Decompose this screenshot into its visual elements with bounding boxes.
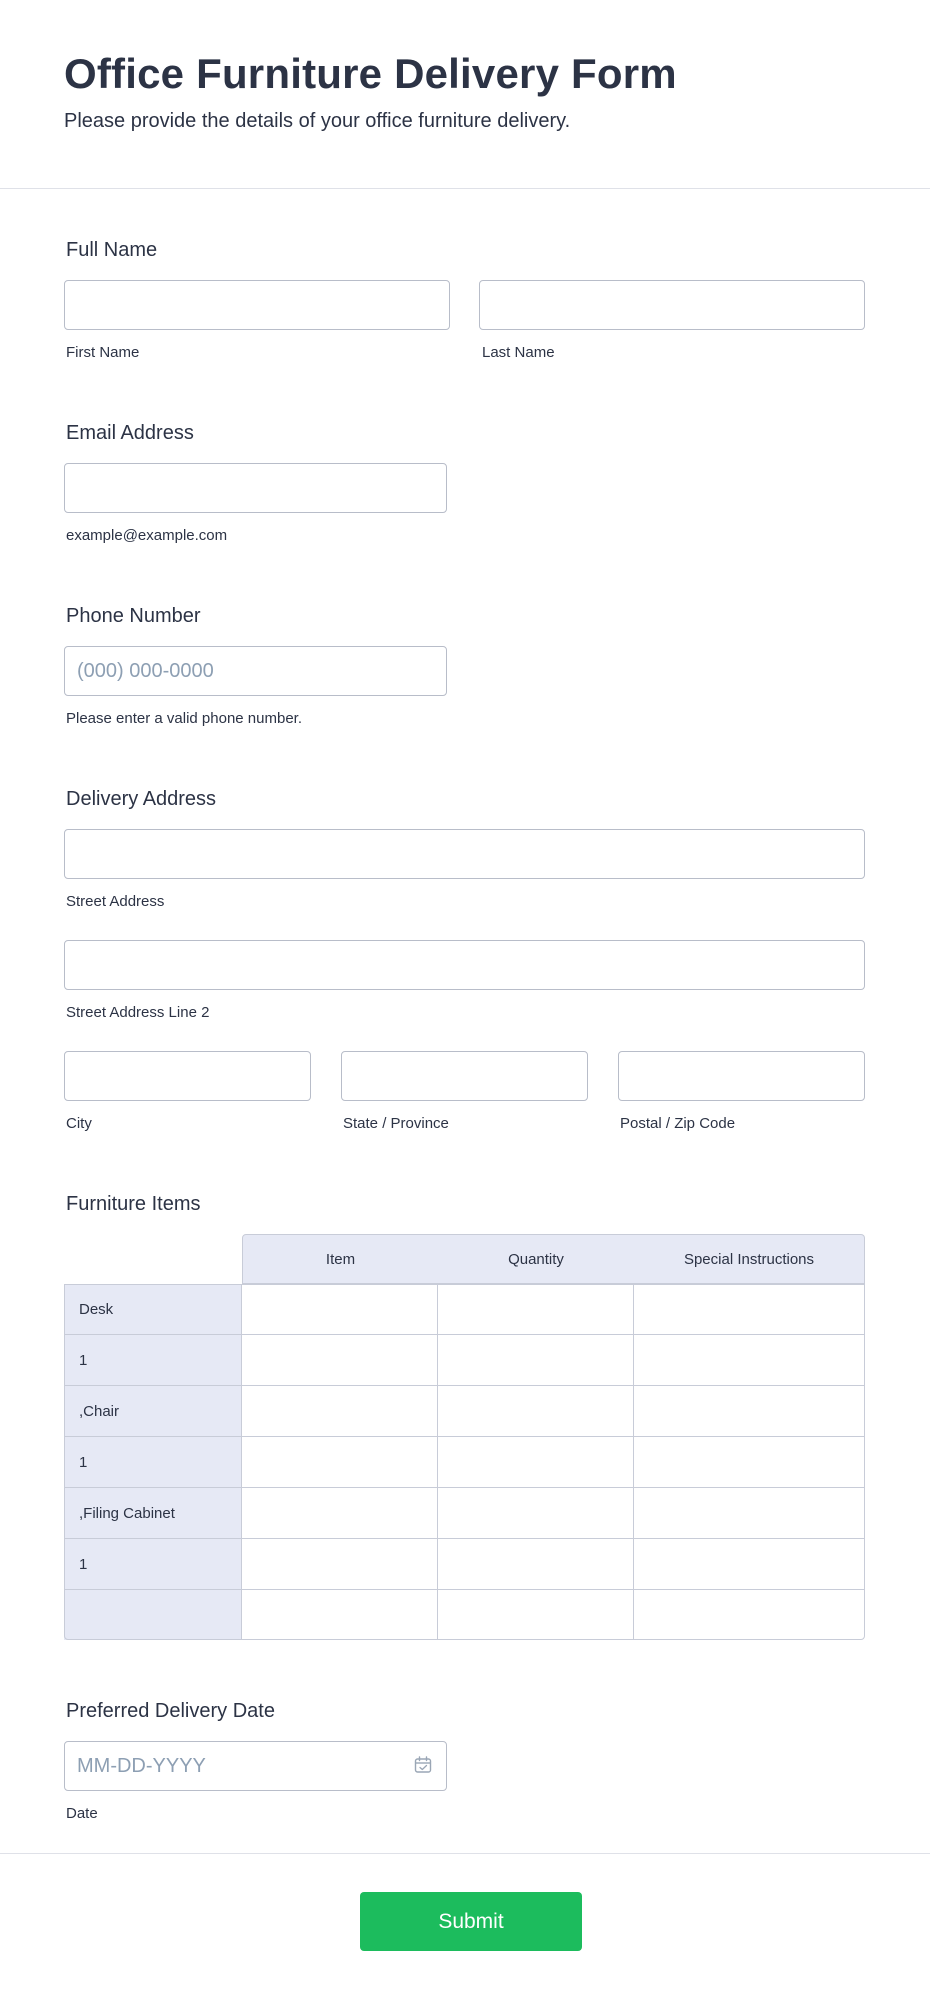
form-title: Office Furniture Delivery Form [64, 50, 677, 97]
row-label: ,Chair [64, 1386, 242, 1437]
table-cell[interactable] [438, 1590, 634, 1640]
street-address-line2-input[interactable] [64, 940, 865, 990]
column-header-special-instructions: Special Instructions [634, 1234, 865, 1284]
table-cell[interactable] [634, 1335, 865, 1386]
table-cell[interactable] [438, 1539, 634, 1590]
table-cell[interactable] [634, 1284, 865, 1335]
table-cell[interactable] [438, 1437, 634, 1488]
row-label: 1 [64, 1539, 242, 1590]
furniture-items-label: Furniture Items [66, 1193, 201, 1215]
table-cell[interactable] [242, 1590, 438, 1640]
row-label [64, 1590, 242, 1640]
table-cell[interactable] [242, 1437, 438, 1488]
form-header [0, 0, 930, 189]
table-cell[interactable] [242, 1284, 438, 1335]
street-address-input[interactable] [64, 829, 865, 879]
delivery-date-sublabel: Date [66, 1805, 98, 1822]
furniture-items-table [64, 1234, 865, 1640]
table-cell[interactable] [634, 1488, 865, 1539]
first-name-sublabel: First Name [66, 344, 140, 361]
table-cell[interactable] [634, 1590, 865, 1640]
table-cell[interactable] [242, 1488, 438, 1539]
submit-button[interactable]: Submit [360, 1892, 582, 1951]
postal-code-input[interactable] [618, 1051, 865, 1101]
city-input[interactable] [64, 1051, 311, 1101]
full-name-label: Full Name [66, 239, 158, 261]
table-cell[interactable] [242, 1539, 438, 1590]
phone-label: Phone Number [66, 605, 201, 627]
street-address-sublabel: Street Address [66, 893, 165, 910]
table-cell[interactable] [634, 1539, 865, 1590]
table-cell[interactable] [242, 1335, 438, 1386]
table-cell[interactable] [634, 1386, 865, 1437]
state-sublabel: State / Province [343, 1115, 449, 1132]
table-cell[interactable] [242, 1386, 438, 1437]
table-cell[interactable] [438, 1488, 634, 1539]
delivery-address-label: Delivery Address [66, 788, 217, 810]
phone-sublabel: Please enter a valid phone number. [66, 710, 302, 727]
column-header-quantity: Quantity [438, 1234, 635, 1284]
email-input[interactable] [64, 463, 447, 513]
row-label: Desk [64, 1284, 242, 1335]
calendar-icon[interactable] [414, 1756, 432, 1774]
delivery-date-label: Preferred Delivery Date [66, 1700, 275, 1722]
table-cell[interactable] [438, 1284, 634, 1335]
last-name-input[interactable] [479, 280, 865, 330]
footer-divider [0, 1853, 930, 1854]
table-cell[interactable] [438, 1386, 634, 1437]
form-subtitle: Please provide the details of your office furniture delivery. [64, 110, 571, 132]
email-label: Email Address [66, 422, 194, 444]
city-sublabel: City [66, 1115, 92, 1132]
row-label: ,Filing Cabinet [64, 1488, 242, 1539]
delivery-date-input[interactable] [64, 1741, 447, 1791]
first-name-input[interactable] [64, 280, 450, 330]
last-name-sublabel: Last Name [482, 344, 555, 361]
table-cell[interactable] [634, 1437, 865, 1488]
state-input[interactable] [341, 1051, 588, 1101]
column-header-item: Item [242, 1234, 439, 1284]
row-label: 1 [64, 1335, 242, 1386]
postal-code-sublabel: Postal / Zip Code [620, 1115, 736, 1132]
phone-input[interactable] [64, 646, 447, 696]
email-sublabel: example@example.com [66, 527, 228, 544]
street-address-line2-sublabel: Street Address Line 2 [66, 1004, 210, 1021]
row-label: 1 [64, 1437, 242, 1488]
table-cell[interactable] [438, 1335, 634, 1386]
